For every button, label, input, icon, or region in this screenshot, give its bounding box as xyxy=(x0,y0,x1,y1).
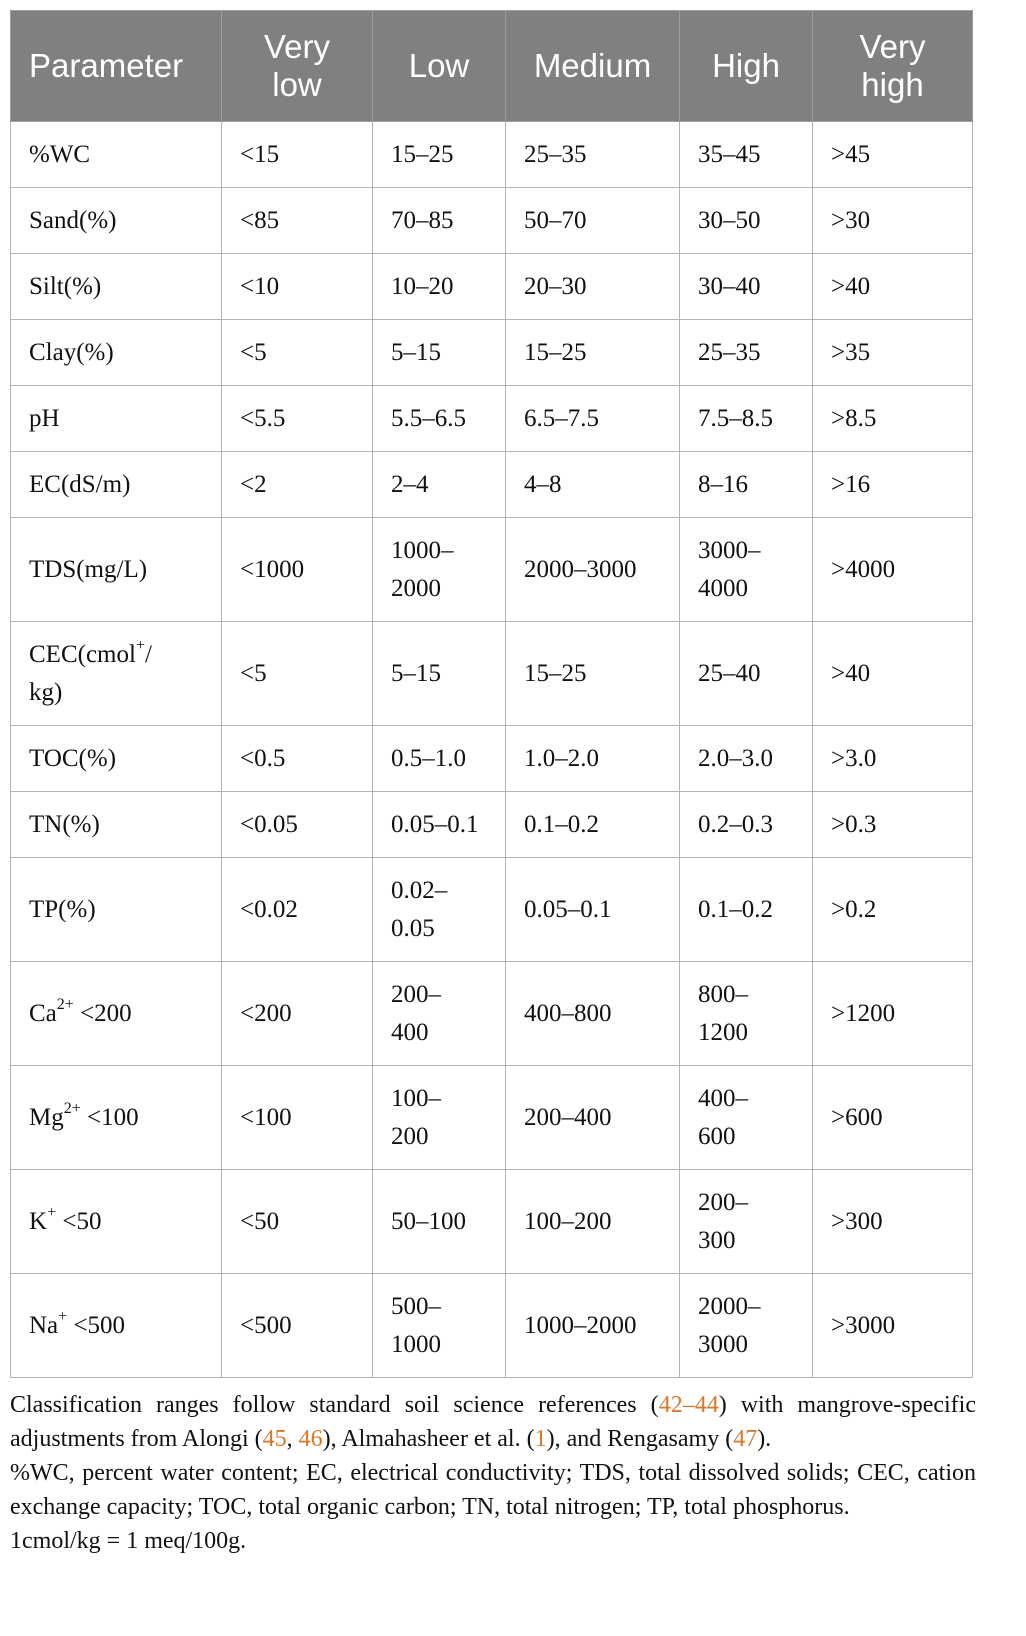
value-cell: 4–8 xyxy=(506,452,680,518)
parameter-suffix: <50 xyxy=(56,1207,102,1235)
value-cell: 0.05–0.1 xyxy=(506,858,680,962)
parameter-name: TP(%) xyxy=(29,895,96,923)
value-cell: 8–16 xyxy=(680,452,813,518)
footnote-abbreviations: %WC, percent water content; EC, electrical conductivity; TDS, total dissolved solids; CEC, cation exchange capacity; TOC, total organic carbon; TN, total nitrogen; TP, total phosphorus. xyxy=(10,1460,976,1520)
value-cell: <5.5 xyxy=(222,386,373,452)
value-cell: 7.5–8.5 xyxy=(680,386,813,452)
value-cell: 6.5–7.5 xyxy=(506,386,680,452)
value-cell: 30–50 xyxy=(680,188,813,254)
value-cell: 400– 600 xyxy=(680,1066,813,1170)
parameter-cell xyxy=(11,518,222,622)
table-row xyxy=(11,1274,973,1378)
parameter-cell xyxy=(11,1170,222,1274)
value-cell: 0.2–0.3 xyxy=(680,792,813,858)
table-row xyxy=(11,320,973,386)
value-cell: >4000 xyxy=(813,518,973,622)
header-very-high xyxy=(813,11,973,122)
parameter-cell xyxy=(11,188,222,254)
value-cell: 5–15 xyxy=(373,320,506,386)
parameter-name: %WC xyxy=(29,140,91,168)
value-cell: >0.2 xyxy=(813,858,973,962)
table-body xyxy=(11,122,973,1378)
value-cell: >600 xyxy=(813,1066,973,1170)
value-cell: <85 xyxy=(222,188,373,254)
parameter-cell xyxy=(11,122,222,188)
value-cell: 30–40 xyxy=(680,254,813,320)
footnote-text: Classification ranges follow standard soil science references ( xyxy=(10,1392,659,1418)
reference-link[interactable]: 47 xyxy=(733,1426,758,1452)
value-cell: 1.0–2.0 xyxy=(506,726,680,792)
parameter-superscript: + xyxy=(47,1204,57,1222)
value-cell: <5 xyxy=(222,622,373,726)
value-cell: 5–15 xyxy=(373,622,506,726)
header-high: High xyxy=(680,11,813,122)
table-row xyxy=(11,792,973,858)
value-cell: 50–70 xyxy=(506,188,680,254)
value-cell: 100– 200 xyxy=(373,1066,506,1170)
parameter-name: TOC(%) xyxy=(29,744,117,772)
value-cell: 20–30 xyxy=(506,254,680,320)
table-row xyxy=(11,254,973,320)
classification-table-container xyxy=(10,10,972,1378)
reference-link[interactable]: 1 xyxy=(534,1426,547,1452)
value-cell: >3000 xyxy=(813,1274,973,1378)
value-cell: 25–35 xyxy=(506,122,680,188)
table-row xyxy=(11,386,973,452)
table-row xyxy=(11,622,973,726)
reference-link[interactable]: 46 xyxy=(298,1426,323,1452)
value-cell: 50–100 xyxy=(373,1170,506,1274)
value-cell: 70–85 xyxy=(373,188,506,254)
parameter-name: Clay(%) xyxy=(29,338,114,366)
parameter-name: CEC(cmol xyxy=(29,640,136,668)
value-cell: 0.1–0.2 xyxy=(680,858,813,962)
footnote-text: ), and Rengasamy ( xyxy=(546,1426,734,1452)
value-cell: 200–400 xyxy=(506,1066,680,1170)
value-cell: >40 xyxy=(813,622,973,726)
value-cell: >35 xyxy=(813,320,973,386)
header-label: Very high xyxy=(859,28,926,103)
parameter-name: Silt(%) xyxy=(29,272,102,300)
value-cell: <2 xyxy=(222,452,373,518)
footnote-text: ). xyxy=(757,1426,772,1452)
parameter-suffix: / kg) xyxy=(29,640,152,706)
parameter-name: Sand(%) xyxy=(29,206,117,234)
value-cell: <5 xyxy=(222,320,373,386)
value-cell: <500 xyxy=(222,1274,373,1378)
value-cell: 2000– 3000 xyxy=(680,1274,813,1378)
table-row xyxy=(11,1066,973,1170)
footnote-text: ), Almahasheer et al. ( xyxy=(322,1426,535,1452)
value-cell: 0.02– 0.05 xyxy=(373,858,506,962)
footnote-text: ) with mangrove-specific adjustments from Alongi ( xyxy=(10,1392,976,1452)
value-cell: >8.5 xyxy=(813,386,973,452)
parameter-name: TN(%) xyxy=(29,810,100,838)
value-cell: <100 xyxy=(222,1066,373,1170)
value-cell: 3000– 4000 xyxy=(680,518,813,622)
parameter-cell xyxy=(11,792,222,858)
value-cell: 200– 400 xyxy=(373,962,506,1066)
parameter-name: Ca xyxy=(29,999,57,1027)
header-label: Very low xyxy=(263,28,331,103)
table-row xyxy=(11,452,973,518)
value-cell: >1200 xyxy=(813,962,973,1066)
parameter-cell xyxy=(11,386,222,452)
footnote-text: , xyxy=(286,1426,299,1452)
parameter-superscript: 2+ xyxy=(63,1100,81,1118)
value-cell: <0.5 xyxy=(222,726,373,792)
value-cell: <200 xyxy=(222,962,373,1066)
parameter-suffix: <100 xyxy=(80,1103,139,1131)
table-row xyxy=(11,858,973,962)
parameter-cell xyxy=(11,858,222,962)
value-cell: 500– 1000 xyxy=(373,1274,506,1378)
value-cell: 800– 1200 xyxy=(680,962,813,1066)
value-cell: <1000 xyxy=(222,518,373,622)
parameter-superscript: + xyxy=(58,1308,68,1326)
value-cell: <50 xyxy=(222,1170,373,1274)
value-cell: <0.02 xyxy=(222,858,373,962)
soil-classification-table xyxy=(10,10,973,1378)
parameter-cell xyxy=(11,320,222,386)
value-cell: >300 xyxy=(813,1170,973,1274)
parameter-cell xyxy=(11,254,222,320)
parameter-name: TDS(mg/L) xyxy=(29,555,148,583)
parameter-cell xyxy=(11,1274,222,1378)
footnote-unit-conversion: 1cmol/kg = 1 meq/100g. xyxy=(10,1528,247,1554)
value-cell: 25–35 xyxy=(680,320,813,386)
parameter-cell xyxy=(11,622,222,726)
table-row xyxy=(11,726,973,792)
parameter-name: Mg xyxy=(29,1103,64,1131)
parameter-suffix: <200 xyxy=(73,999,132,1027)
table-row xyxy=(11,962,973,1066)
footnote-sources xyxy=(10,1388,976,1456)
parameter-superscript: 2+ xyxy=(56,996,74,1014)
value-cell: <0.05 xyxy=(222,792,373,858)
value-cell: 10–20 xyxy=(373,254,506,320)
table-header-row xyxy=(11,11,973,122)
value-cell: >30 xyxy=(813,188,973,254)
value-cell: <15 xyxy=(222,122,373,188)
parameter-cell xyxy=(11,726,222,792)
table-row xyxy=(11,122,973,188)
value-cell: 200– 300 xyxy=(680,1170,813,1274)
value-cell: >40 xyxy=(813,254,973,320)
value-cell: 2.0–3.0 xyxy=(680,726,813,792)
value-cell: 0.05–0.1 xyxy=(373,792,506,858)
value-cell: 15–25 xyxy=(506,320,680,386)
value-cell: 15–25 xyxy=(373,122,506,188)
header-very-low xyxy=(222,11,373,122)
value-cell: 5.5–6.5 xyxy=(373,386,506,452)
reference-link[interactable]: 42–44 xyxy=(658,1392,719,1418)
parameter-name: Na xyxy=(29,1311,59,1339)
value-cell: 1000–2000 xyxy=(506,1274,680,1378)
value-cell: 2–4 xyxy=(373,452,506,518)
value-cell: >45 xyxy=(813,122,973,188)
parameter-name: K xyxy=(29,1207,48,1235)
reference-link[interactable]: 45 xyxy=(262,1426,287,1452)
parameter-name: EC(dS/m) xyxy=(29,470,131,498)
parameter-name: pH xyxy=(29,404,60,432)
table-row xyxy=(11,188,973,254)
value-cell: 0.1–0.2 xyxy=(506,792,680,858)
parameter-cell xyxy=(11,962,222,1066)
value-cell: 35–45 xyxy=(680,122,813,188)
value-cell: >16 xyxy=(813,452,973,518)
parameter-superscript: + xyxy=(135,637,145,655)
value-cell: >0.3 xyxy=(813,792,973,858)
value-cell: 15–25 xyxy=(506,622,680,726)
header-medium: Medium xyxy=(506,11,680,122)
parameter-cell xyxy=(11,452,222,518)
table-row xyxy=(11,1170,973,1274)
value-cell: 1000– 2000 xyxy=(373,518,506,622)
value-cell: 2000–3000 xyxy=(506,518,680,622)
header-low: Low xyxy=(373,11,506,122)
table-row xyxy=(11,518,973,622)
value-cell: >3.0 xyxy=(813,726,973,792)
value-cell: 400–800 xyxy=(506,962,680,1066)
parameter-suffix: <500 xyxy=(67,1311,126,1339)
header-parameter: Parameter xyxy=(11,11,222,122)
value-cell: 25–40 xyxy=(680,622,813,726)
table-footnote xyxy=(10,1388,976,1558)
value-cell: 0.5–1.0 xyxy=(373,726,506,792)
parameter-cell xyxy=(11,1066,222,1170)
value-cell: 100–200 xyxy=(506,1170,680,1274)
value-cell: <10 xyxy=(222,254,373,320)
